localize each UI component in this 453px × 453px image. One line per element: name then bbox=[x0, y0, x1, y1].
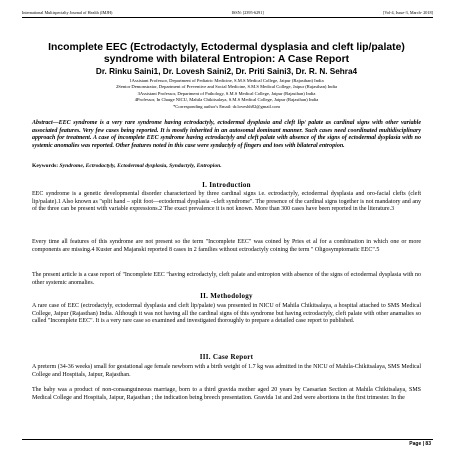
issn: ISSN: [2395-6291] bbox=[231, 10, 264, 15]
footer-divider bbox=[22, 439, 433, 440]
journal-name: International Multispecialty Journal of Health (IMJH) bbox=[22, 10, 113, 15]
intro-paragraph-1: EEC syndrome is a genetic developmental disorder characterized by three cardinal signs i.e. ectrodactyly, ectodermal dysplasia and oro-facial clefts (cleft lip/palate).1 Also known as "split hand – split foot—ectodermal dysplasia –cleft syndrome". The presence of the cardinal signs together is not mandatory and any of the three can be present with variable expressions.2 The exact prevalence it is not known. More than 300 cases have been reported in the literature.3 bbox=[32, 191, 421, 213]
section-heading-introduction: I. Introduction bbox=[202, 181, 251, 189]
keywords-text: Syndrome, Ectrodactyly, Ectodermal dysplasia, Syndactyly, Entropion. bbox=[59, 163, 222, 169]
affiliation-1: 1Assistant Professor, Department of Pediatric Medicine, S.M.S Medical College, Jaipur (Rajasthan) India bbox=[129, 78, 324, 83]
volume-issue: [Vol-4, Issue-3, March- 2018] bbox=[382, 10, 433, 15]
affiliation-2: 2Senior Demonstrator, Department of Preventive and Social Medicine, S.M.S Medical College, Jaipur (Rajasthan) India bbox=[115, 84, 338, 90]
abstract-label: Abstract— bbox=[32, 120, 59, 126]
corresponding-email: *Corresponding author's Email: dr.loveshh82@gmail.com bbox=[173, 103, 280, 109]
intro-paragraph-2: Every time all features of this syndrome are not present so the term "Incomplete EEC" was coined by Pries et al for a combination in which one or more components are missing.4 Kuster and Majanski reported 8 cases in 2 families without ectrodactyly coining the term " Oligosymptomatic EEC".5 bbox=[32, 239, 421, 253]
keywords-label: Keywords: bbox=[32, 163, 59, 169]
abstract bbox=[32, 120, 421, 151]
intro-paragraph-3: The present article is a case report of "Incomplete EEC "having ectrodactyly, cleft palate and entropion with absence of the signs of ectodermal dysplasia with no other systemic anomalies. bbox=[32, 272, 421, 286]
case-paragraph-2: The baby was a product of non-consanguineous marriage, born to a third gravida mother aged 20 years by Caesarian Section at Mahila Chikitsalaya, SMS Medical College and Hospitals, Jaipur, Rajasthan ; the indication being breech presentation. Gravida 1st and 2nd were abortions in the first trimester. In the bbox=[32, 387, 421, 401]
header-divider bbox=[22, 17, 433, 18]
paper-title: Incomplete EEC (Ectrodactyly, Ectodermal dysplasia and cleft lip/palate) syndrome with bilateral Entropion: A Case Report bbox=[48, 42, 405, 65]
page-number: Page | 83 bbox=[409, 441, 431, 447]
affiliations bbox=[24, 78, 429, 110]
methodology-paragraph-1: A rare case of EEC (ectrodactyly, ectodermal dysplasia and cleft lip/palate) was presented in NICU of Mahila Chikitsalaya, a hospital attached to SMS Medical College, Jaipur (Rajasthan) India. Although it was not having all the cardinal signs of this syndrome but having ectrodactyly, cleft palate with other anamalies so called "Incomplete EEC". It is a very rare case so examined and investigated thoroughly to prepare a detailed case report to published. bbox=[32, 303, 421, 325]
section-heading-case-report: III. Case Report bbox=[199, 353, 254, 361]
case-paragraph-1: A preterm (34-36 weeks) small for gestational age female newborn with a birth weight of 1.7 kg was admitted in the NICU of Mahila-Chikitsalaya, SMS Medical College and Hospitals, Jaipur, Rajasthan. bbox=[32, 364, 421, 378]
affiliation-4: 4Professor, In Charge NICU, Mahila Chikitsalaya, S.M.S Medical College, Jaipur (Rajasthan) India bbox=[134, 97, 319, 103]
affiliation-3: 3Assistant Professor, Department of Pathology, S.M.S Medical College, Jaipur (Rajasthan) India bbox=[137, 90, 316, 96]
abstract-text: EEC syndrome is a very rare syndrome having ectrodactyly, ectodermal dysplasia and cleft lip/ palate as cardinal signs with other variable associated features. Very few cases being reported. It is mostly inherited in an autosomal dominant manner. Such cases need coordinated multidisciplinary approach for treatment. A case of incomplete EEC syndrome having ectrodactyly and cleft palate with absence of the signs of ectodermal dysplasia with no systemic anomalies was reported. Other features noted in this case were syndactyly of fingers and toes with bilateral entropion. bbox=[32, 120, 421, 150]
keywords bbox=[32, 163, 421, 170]
author-list: Dr. Rinku Saini1, Dr. Lovesh Saini2, Dr. Priti Saini3, Dr. R. N. Sehra4 bbox=[95, 67, 358, 76]
section-heading-methodology: II. Methodology bbox=[200, 292, 253, 300]
